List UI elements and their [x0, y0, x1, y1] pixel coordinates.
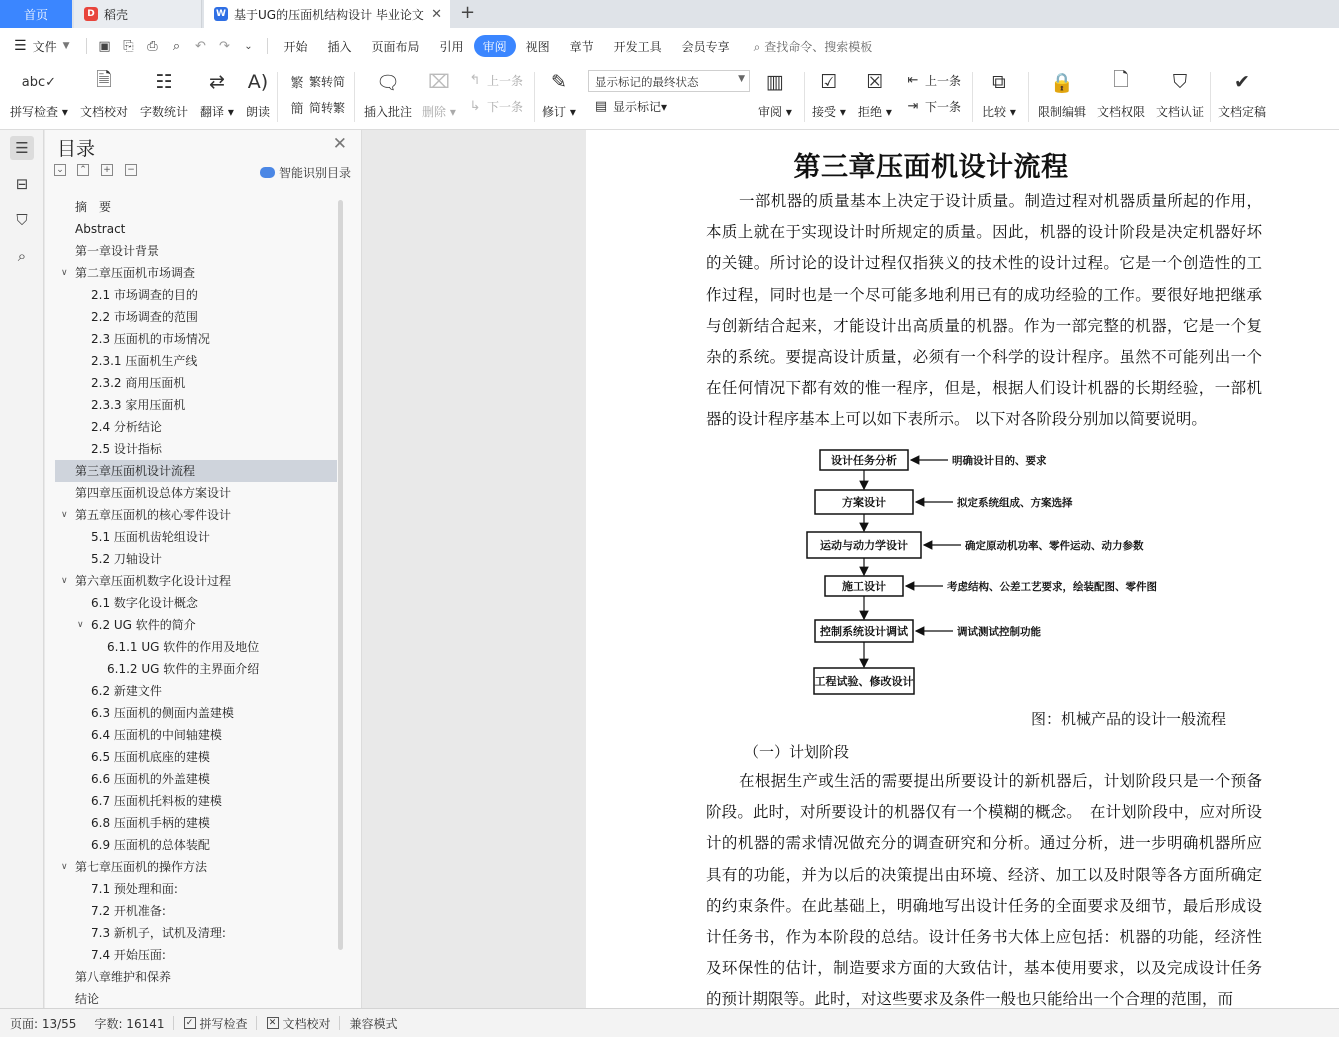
to-simplified-label: 简转繁 [309, 101, 346, 115]
toc-item-label: 第四章压面机设总体方案设计 [75, 486, 232, 500]
show-markup-icon: ▤ [594, 99, 608, 114]
toc-item-label: 2.5 设计指标 [91, 442, 162, 456]
accept-label: 接受 [812, 105, 837, 119]
delete-comment-label: 删除 [422, 105, 447, 119]
word-count[interactable]: 字数: 16141 [94, 1016, 165, 1031]
restrict-editing-label: 限制编辑 [1038, 105, 1087, 119]
check-icon: ✓ [184, 1017, 196, 1029]
accept-icon: ☑ [820, 71, 838, 93]
wordcount-button[interactable] [140, 68, 188, 120]
show-markup-button[interactable]: ▤ 显示标记 ▾ [592, 98, 667, 115]
proofread-label: 文档校对 [80, 105, 129, 119]
flowchart-group [807, 450, 1157, 694]
prev-change-icon: ⇤ [907, 73, 919, 88]
comment-delete-icon: ⌧ [427, 71, 450, 93]
status-spellcheck[interactable] [184, 1015, 248, 1032]
next-comment-label: 下一条 [487, 100, 524, 114]
toc-item[interactable] [55, 658, 337, 680]
toc-item[interactable] [55, 548, 337, 570]
toc-item-label: 6.5 压面机底座的建模 [91, 750, 210, 764]
toc-item[interactable] [55, 438, 337, 460]
to-simplified-button[interactable] [288, 98, 345, 117]
status-spellcheck-label: 拼写检查 [199, 1016, 248, 1031]
menu-bar [0, 28, 1339, 64]
chevron-down-icon: ▼ [738, 74, 745, 84]
navigation-icon[interactable]: ⊟ [15, 175, 29, 193]
toc-item-label: 7.4 开始压面: [91, 948, 166, 962]
toc-item-label: 6.2 UG 软件的简介 [91, 618, 196, 632]
close-icon[interactable]: ✕ [332, 134, 347, 154]
toc-scrollbar[interactable] [338, 200, 343, 950]
menu-review[interactable]: 审阅 [474, 35, 516, 57]
toc-item-label: 6.9 压面机的总体装配 [91, 838, 210, 852]
toc-item[interactable] [55, 350, 337, 372]
toc-item[interactable] [55, 922, 337, 944]
toc-item[interactable] [55, 768, 337, 790]
flow-note-label: 明确设计目的、要求 [952, 455, 1047, 467]
toc-item[interactable] [55, 306, 337, 328]
restrict-editing-button[interactable] [1038, 68, 1086, 120]
tab-daoke-label: 稻壳 [104, 7, 129, 22]
toc-item[interactable] [55, 944, 337, 966]
toc-item-label: 2.3.2 商用压面机 [91, 376, 186, 390]
expand-caret-icon[interactable]: ∨ [77, 620, 84, 630]
toc-item-label: 5.1 压面机齿轮组设计 [91, 530, 210, 544]
toc-item[interactable] [55, 746, 337, 768]
reject-button[interactable]: ☒ 拒绝 ▾ [858, 68, 892, 120]
file-menu[interactable] [0, 35, 80, 57]
toc-item-label: 6.4 压面机的中间轴建模 [91, 728, 222, 742]
tab-document-label: 基于UG的压面机结构设计 毕业论文 [234, 7, 424, 22]
toc-item[interactable] [55, 328, 337, 350]
status-bar [0, 1008, 1339, 1037]
next-change-icon: ⇥ [907, 99, 919, 114]
to-traditional-label: 繁转简 [309, 75, 346, 89]
toc-item-label: 第七章压面机的操作方法 [75, 860, 208, 874]
markup-state-select[interactable] [588, 70, 750, 92]
shield-icon: ⛉ [1172, 71, 1188, 93]
markup-state-value: 显示标记的最终状态 [595, 75, 699, 89]
toc-item-label: Abstract [75, 222, 126, 236]
lock-doc-icon: 🔒 [1050, 71, 1074, 94]
customize-chevron-icon[interactable]: ⌄ [244, 40, 253, 52]
toc-item[interactable] [55, 394, 337, 416]
insert-comment-button[interactable] [364, 68, 412, 120]
expand-caret-icon[interactable]: ∨ [61, 268, 68, 278]
toc-item[interactable] [55, 680, 337, 702]
show-markup-label: 显示标记 [613, 100, 662, 114]
toc-item[interactable] [55, 856, 337, 878]
doc-certify-label: 文档认证 [1156, 105, 1205, 119]
menu-chapter[interactable]: 章节 [569, 39, 594, 54]
daoke-icon: D [84, 7, 98, 21]
track-changes-icon: ✎ [550, 71, 567, 93]
toc-item[interactable] [55, 702, 337, 724]
chevron-down-icon: ▼ [62, 41, 70, 51]
ribbon-separator [1210, 72, 1211, 122]
simplified-icon: 簡 [290, 102, 304, 117]
prev-change-label: 上一条 [925, 74, 962, 88]
word-doc-icon: W [214, 7, 228, 21]
toc-item[interactable] [55, 526, 337, 548]
expand-caret-icon[interactable]: ∨ [61, 510, 68, 520]
status-separator [339, 1016, 340, 1030]
next-comment-button[interactable] [466, 98, 523, 115]
readaloud-icon: A) [247, 71, 269, 93]
ribbon-separator [972, 72, 973, 122]
translate-label: 翻译 [200, 105, 225, 119]
tab-home-label: 首页 [23, 7, 48, 22]
toc-item[interactable] [55, 592, 337, 614]
undo-icon[interactable]: ↶ [195, 38, 206, 54]
ribbon-separator [534, 72, 535, 122]
doc-permission-button[interactable] [1097, 68, 1145, 120]
flow-note-label: 调试测试控制功能 [957, 626, 1041, 638]
tab-home[interactable] [0, 0, 72, 28]
prev-comment-button[interactable] [466, 72, 523, 89]
spellcheck-label: 拼写检查 [10, 105, 59, 119]
review-pane-label: 审阅 [758, 105, 783, 119]
menu-separator [267, 38, 268, 54]
prev-comment-label: 上一条 [487, 74, 524, 88]
ribbon-separator [277, 72, 278, 122]
toc-item[interactable] [55, 372, 337, 394]
bookmark-icon[interactable]: ⛉ [16, 211, 28, 229]
toc-item-label: 第八章维护和保养 [75, 970, 172, 984]
proofread-icon: 🗎 [96, 69, 112, 91]
reject-label: 拒绝 [858, 105, 883, 119]
new-tab-button[interactable]: + [460, 2, 476, 23]
toc-item-label: 6.2 新建文件 [91, 684, 162, 698]
toc-item[interactable] [55, 504, 337, 526]
menu-view[interactable]: 视图 [525, 39, 550, 54]
left-rail [0, 130, 44, 1008]
tab-daoke[interactable] [74, 0, 202, 28]
collapse-all-icon[interactable]: ⌄ [54, 164, 66, 176]
wordcount-icon: ☷ [155, 71, 173, 93]
toc-item-label: 结论 [75, 992, 100, 1006]
doc-permission-label: 文档权限 [1097, 105, 1146, 119]
doc-certify-button[interactable] [1156, 68, 1204, 120]
flow-box-label: 控制系统设计调试 [820, 625, 908, 638]
toc-item-label: 2.1 市场调查的目的 [91, 288, 198, 302]
flow-box-label: 方案设计 [842, 496, 886, 509]
toc-item[interactable] [55, 614, 337, 636]
wordcount-label: 字数统计 [140, 105, 189, 119]
toc-item[interactable] [55, 966, 337, 988]
traditional-icon: 繁 [290, 76, 304, 91]
readaloud-button[interactable] [244, 68, 272, 120]
track-changes-button[interactable]: ✎ 修订 ▾ [542, 68, 576, 120]
track-changes-label: 修订 [542, 105, 567, 119]
spellcheck-icon: abc✓ [21, 74, 57, 90]
reject-icon: ☒ [866, 71, 884, 93]
comment-add-icon: 🗨 [375, 71, 401, 94]
design-flow-figure [800, 446, 1160, 706]
save-icon[interactable]: ▣ [98, 38, 111, 54]
toc-title: 目录 [57, 138, 96, 160]
finalize-label: 文档定稿 [1218, 105, 1267, 119]
spellcheck-button[interactable]: abc✓ 拼写检查 ▾ [10, 68, 68, 120]
toc-panel-icon[interactable]: ☰ [10, 136, 34, 160]
next-change-button[interactable] [904, 98, 961, 115]
tab-document[interactable] [204, 0, 450, 28]
toc-item-label: 2.3.3 家用压面机 [91, 398, 186, 412]
file-menu-label: 文件 [32, 39, 57, 54]
review-pane-icon: ▥ [765, 71, 784, 93]
permission-icon: 🗋 [1113, 69, 1129, 91]
translate-icon: ⇄ [208, 71, 225, 93]
toc-item[interactable] [55, 570, 337, 592]
toc-item[interactable] [55, 636, 337, 658]
status-separator [256, 1016, 257, 1030]
ribbon-separator [1028, 72, 1029, 122]
document-canvas [363, 130, 1339, 1008]
menu-devtools[interactable]: 开发工具 [613, 39, 662, 54]
accept-button[interactable]: ☑ 接受 ▾ [812, 68, 846, 120]
toc-item[interactable] [55, 812, 337, 834]
review-ribbon [0, 64, 1339, 130]
translate-button[interactable]: ⇄ 翻译 ▾ [200, 68, 234, 120]
to-traditional-button[interactable] [288, 72, 345, 91]
redo-icon[interactable]: ↷ [219, 38, 230, 54]
body-paragraph: 在根据生产或生活的需要提出所要设计的新机器后，计划阶段只是一个预备阶段。此时，对所要设计的机器仅有一个模糊的概念。 在计划阶段中，应对所设计的机器的需求情况做充分的调查研究和分析。通过分析，进一步明确机器所应具有的功能，并为以后的决策提出由环境、经济、加工以及时限等各方面所确定的约束条件。在此基础上，明确地写出设计任务的全面要求及细节，最后形成设计任务书，作为本阶段的总结。设计任务书大体上应包括：机器的功能，经济性及环保性的估计，制造要求方面的大致估计，基本使用要求，以及完成设计任务的预计期限等。此时，对这些要求及条件一般也只能给出一个合理的范围，而 [706, 772, 1262, 1009]
toc-item-label: 6.8 压面机手柄的建模 [91, 816, 210, 830]
status-proofread-label: 文档校对 [282, 1016, 331, 1031]
toc-item-label: 7.2 开机准备: [91, 904, 166, 918]
expand-caret-icon[interactable]: ∨ [61, 862, 68, 872]
toc-item-label: 第六章压面机数字化设计过程 [75, 574, 232, 588]
toc-item-label: 第一章设计背景 [75, 244, 160, 258]
toc-item-label: 6.6 压面机的外盖建模 [91, 772, 210, 786]
prev-change-button[interactable] [904, 72, 961, 89]
print-preview-icon[interactable]: ⌕ [172, 38, 181, 54]
toc-item-label: 2.2 市场调查的范围 [91, 310, 198, 324]
document-page [586, 130, 1339, 1008]
smart-toc-label: 智能识别目录 [278, 166, 351, 180]
toc-item-label: 第三章压面机设计流程 [75, 464, 196, 478]
toc-panel [45, 130, 362, 1008]
insert-comment-label: 插入批注 [364, 105, 413, 119]
menu-insert[interactable]: 插入 [327, 39, 352, 54]
toc-item[interactable] [55, 460, 337, 482]
next-change-label: 下一条 [925, 100, 962, 114]
flow-note-label: 拟定系统组成、方案选择 [957, 497, 1073, 509]
toc-item-label: 5.2 刀轴设计 [91, 552, 162, 566]
toc-item-label: 6.7 压面机托料板的建模 [91, 794, 222, 808]
flow-note-label: 确定原动机功率、零件运动、动力参数 [965, 540, 1144, 552]
section-subheading: （一）计划阶段 [744, 743, 850, 761]
toc-item[interactable] [55, 988, 337, 1006]
toc-item[interactable] [55, 240, 337, 262]
compare-button[interactable]: ⧉ 比较 ▾ [982, 68, 1016, 120]
search-icon[interactable]: ⌕ [17, 247, 27, 265]
compare-icon: ⧉ [992, 71, 1006, 93]
delete-comment-button[interactable]: ⌧ 删除 ▾ [422, 68, 456, 120]
figure-caption: 图：机械产品的设计一般流程 [1030, 710, 1226, 728]
toc-item-label: 摘 要 [75, 200, 112, 214]
compat-mode: 兼容模式 [349, 1016, 398, 1031]
prev-comment-icon: ↰ [469, 73, 481, 88]
toc-item-label: 2.3 压面机的市场情况 [91, 332, 210, 346]
flow-note-label: 考虑结构、公差工艺要求，绘装配图、零件图 [947, 581, 1157, 593]
menu-member[interactable]: 会员专享 [681, 39, 730, 54]
body-paragraph: 一部机器的质量基本上决定于设计质量。制造过程对机器质量所起的作用，本质上就在于实现设计时所规定的质量。因此，机器的设计阶段是决定机器好坏的关键。所讨论的设计过程仅指狭义的技术性的设计过程。它是一个创造性的工作过程，同时也是一个尽可能多地利用已有的成功经验的工作。要很好地把继承与创新结合起来，才能设计出高质量的机器。作为一部完整的机器，它是一个复杂的系统。要提高设计质量，必须有一个科学的设计程序。虽然不可能列出一个在任何情况下都有效的惟一程序，但是，根据人们设计机器的长期经验，一部机器的设计程序基本上可以如下表所示。 以下对各阶段分别加以简要说明。 [706, 192, 1262, 429]
next-comment-icon: ↳ [469, 99, 481, 114]
expand-caret-icon[interactable]: ∨ [61, 576, 68, 586]
toc-item[interactable] [55, 482, 337, 504]
toc-item-label: 2.3.1 压面机生产线 [91, 354, 198, 368]
toc-item[interactable] [55, 724, 337, 746]
compare-label: 比较 [982, 105, 1007, 119]
toc-item[interactable] [55, 196, 337, 218]
flow-box-label: 施工设计 [842, 580, 886, 593]
flow-box-label: 运动与动力学设计 [820, 539, 908, 552]
toc-list [55, 196, 337, 1006]
status-separator [173, 1016, 174, 1030]
search-icon: ⌕ [753, 39, 765, 54]
export-icon[interactable]: ⎘ [123, 38, 134, 54]
toc-item-label: 第五章压面机的核心零件设计 [75, 508, 232, 522]
search-placeholder: 查找命令、搜索模板 [764, 39, 873, 54]
toc-item[interactable] [55, 262, 337, 284]
chapter-heading: 第三章压面机设计流程 [793, 152, 1069, 183]
ribbon-separator [804, 72, 805, 122]
flow-box-label: 工程试验、修改设计 [814, 675, 914, 688]
menu-start[interactable]: 开始 [283, 39, 308, 54]
toc-item[interactable] [55, 790, 337, 812]
toc-item[interactable] [55, 284, 337, 306]
title-bar [0, 0, 1339, 28]
finalize-button[interactable] [1218, 68, 1266, 120]
toc-item[interactable] [55, 878, 337, 900]
menu-layout[interactable]: 页面布局 [371, 39, 420, 54]
toc-item-label: 6.1 数字化设计概念 [91, 596, 198, 610]
review-pane-button[interactable]: ▥ 审阅 ▾ [758, 68, 792, 120]
toc-item[interactable] [55, 900, 337, 922]
toc-item-label: 7.1 预处理和面: [91, 882, 178, 896]
toc-item[interactable] [55, 834, 337, 856]
toc-item-label: 7.3 新机子，试机及清理: [91, 926, 226, 940]
status-proofread[interactable] [267, 1015, 331, 1032]
menu-separator [86, 38, 87, 54]
close-tab-icon[interactable]: ✕ [431, 6, 442, 22]
menu-references[interactable]: 引用 [439, 39, 464, 54]
command-search[interactable] [754, 38, 873, 55]
hamburger-icon: ☰ [14, 38, 27, 54]
toc-item-label: 6.3 压面机的侧面内盖建模 [91, 706, 234, 720]
smart-toc-button[interactable] [260, 164, 351, 181]
page-indicator[interactable]: 页面: 13/55 [10, 1016, 77, 1031]
toc-item-label: 第二章压面机市场调查 [75, 266, 196, 280]
finalize-icon: ✔ [1234, 71, 1250, 93]
toc-item-label: 2.4 分析结论 [91, 420, 162, 434]
toc-item-label: 6.1.1 UG 软件的作用及地位 [107, 640, 260, 654]
toc-item[interactable] [55, 218, 337, 240]
ribbon-separator [354, 72, 355, 122]
toc-item-label: 6.1.2 UG 软件的主界面介绍 [107, 662, 260, 676]
readaloud-label: 朗读 [245, 105, 270, 119]
toc-item[interactable] [55, 416, 337, 438]
print-icon[interactable]: ⎙ [147, 38, 158, 54]
proofread-button[interactable] [80, 68, 128, 120]
flow-box-label: 设计任务分析 [831, 454, 897, 467]
expand-all-icon[interactable]: ⌃ [77, 164, 89, 176]
smart-toc-icon [260, 167, 275, 178]
add-heading-icon[interactable]: + [101, 164, 113, 176]
proofread-x-icon: ✕ [267, 1017, 279, 1029]
remove-heading-icon[interactable]: − [125, 164, 137, 176]
